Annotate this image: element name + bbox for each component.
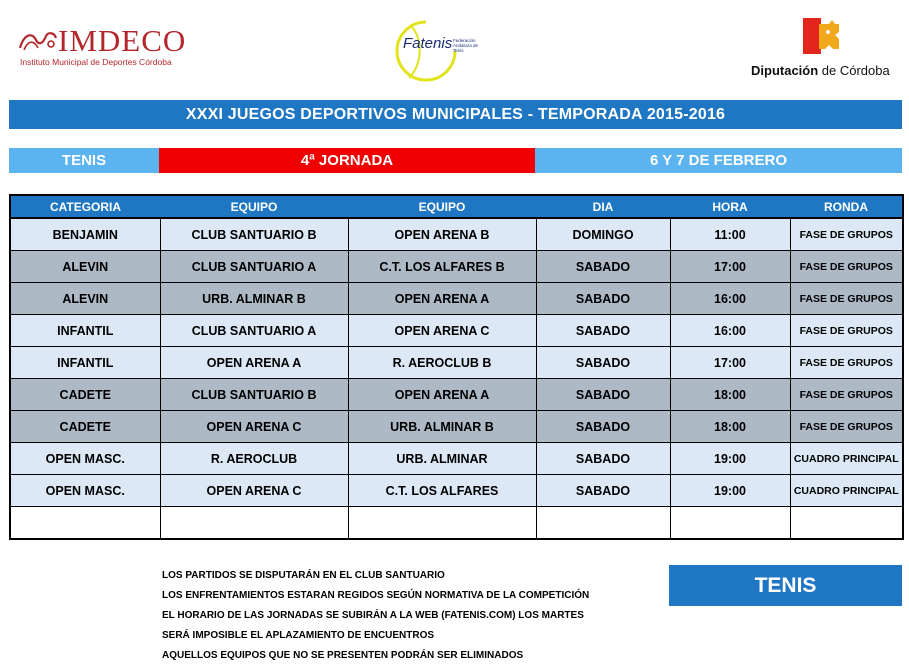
cell-categoria: CADETE	[10, 411, 160, 443]
jornada-label: 4ª JORNADA	[159, 148, 535, 173]
table-row	[10, 379, 903, 411]
cell-hora	[670, 507, 790, 540]
cell-equipo-visitante: URB. ALMINAR B	[348, 411, 536, 443]
table-header-row	[10, 195, 903, 218]
cell-categoria: ALEVIN	[10, 283, 160, 315]
header-dia: DIA	[536, 195, 670, 218]
cell-equipo-local: OPEN ARENA A	[160, 347, 348, 379]
table-row	[10, 315, 903, 347]
cell-ronda: FASE DE GRUPOS	[790, 379, 903, 411]
cell-dia: SABADO	[536, 411, 670, 443]
cell-dia: SABADO	[536, 283, 670, 315]
sport-label: TENIS	[9, 148, 159, 173]
notes-list	[162, 569, 662, 669]
cell-categoria: BENJAMIN	[10, 218, 160, 251]
note-item: LOS PARTIDOS SE DISPUTARÁN EN EL CLUB SANTUARIO	[162, 570, 445, 581]
table-row	[10, 475, 903, 507]
cell-hora: 18:00	[670, 379, 790, 411]
cell-hora: 17:00	[670, 251, 790, 283]
cell-ronda: FASE DE GRUPOS	[790, 315, 903, 347]
cell-ronda: CUADRO PRINCIPAL	[790, 475, 903, 507]
cell-hora: 18:00	[670, 411, 790, 443]
header-equipo-visitante: EQUIPO	[348, 195, 536, 218]
cell-hora: 16:00	[670, 283, 790, 315]
note-item: SERÁ IMPOSIBLE EL APLAZAMIENTO DE ENCUENTROS	[162, 630, 435, 641]
diputacion-emblem-icon	[803, 18, 843, 58]
imdeco-name: IMDECO	[58, 23, 187, 58]
cell-equipo-visitante: URB. ALMINAR	[348, 443, 536, 475]
cell-ronda	[790, 507, 903, 540]
fatenis-name: Fatenis	[403, 35, 453, 52]
table-row	[10, 347, 903, 379]
diputacion-name: Diputación de Córdoba	[751, 63, 890, 78]
schedule-table	[9, 194, 904, 540]
cell-dia: SABADO	[536, 251, 670, 283]
cell-categoria: CADETE	[10, 379, 160, 411]
cell-dia: SABADO	[536, 379, 670, 411]
cell-dia: SABADO	[536, 443, 670, 475]
cell-categoria: ALEVIN	[10, 251, 160, 283]
cell-equipo-visitante: OPEN ARENA B	[348, 218, 536, 251]
cell-categoria	[10, 507, 160, 540]
cell-hora: 17:00	[670, 347, 790, 379]
diputacion-logo	[745, 16, 905, 80]
cell-ronda: FASE DE GRUPOS	[790, 283, 903, 315]
cell-ronda: FASE DE GRUPOS	[790, 347, 903, 379]
note-item: AQUELLOS EQUIPOS QUE NO SE PRESENTEN PODRÁN SER ELIMINADOS	[162, 650, 524, 661]
cell-equipo-local: R. AEROCLUB	[160, 443, 348, 475]
cell-ronda: FASE DE GRUPOS	[790, 411, 903, 443]
dates-label: 6 Y 7 DE FEBRERO	[535, 148, 902, 173]
cell-equipo-visitante: C.T. LOS ALFARES B	[348, 251, 536, 283]
header-categoria: CATEGORIA	[10, 195, 160, 218]
cell-equipo-visitante	[348, 507, 536, 540]
cell-equipo-visitante: C.T. LOS ALFARES	[348, 475, 536, 507]
cell-dia: SABADO	[536, 347, 670, 379]
cell-equipo-local: OPEN ARENA C	[160, 475, 348, 507]
header-ronda: RONDA	[790, 195, 903, 218]
cell-categoria: OPEN MASC.	[10, 475, 160, 507]
cell-equipo-local: CLUB SANTUARIO B	[160, 218, 348, 251]
table-row	[10, 507, 903, 540]
fatenis-logo	[393, 18, 503, 84]
table-row	[10, 283, 903, 315]
cell-categoria: INFANTIL	[10, 347, 160, 379]
imdeco-logo	[14, 23, 187, 68]
fatenis-small-text: Federación Andaluza de Tenis	[453, 38, 479, 53]
cell-equipo-local: URB. ALMINAR B	[160, 283, 348, 315]
cell-equipo-local	[160, 507, 348, 540]
table-row	[10, 411, 903, 443]
cell-equipo-visitante: OPEN ARENA C	[348, 315, 536, 347]
table-row	[10, 251, 903, 283]
cell-dia: SABADO	[536, 315, 670, 347]
note-item: EL HORARIO DE LAS JORNADAS SE SUBIRÁN A LA WEB (FATENIS.COM) LOS MARTES	[162, 610, 584, 621]
cell-categoria: INFANTIL	[10, 315, 160, 347]
cell-dia: DOMINGO	[536, 218, 670, 251]
cell-hora: 11:00	[670, 218, 790, 251]
cell-hora: 19:00	[670, 475, 790, 507]
imdeco-emblem-icon	[18, 30, 58, 52]
header-equipo-local: EQUIPO	[160, 195, 348, 218]
cell-dia: SABADO	[536, 475, 670, 507]
cell-equipo-local: CLUB SANTUARIO A	[160, 251, 348, 283]
cell-ronda: FASE DE GRUPOS	[790, 251, 903, 283]
cell-ronda: FASE DE GRUPOS	[790, 218, 903, 251]
cell-categoria: OPEN MASC.	[10, 443, 160, 475]
cell-equipo-visitante: OPEN ARENA A	[348, 283, 536, 315]
page-title: XXXI JUEGOS DEPORTIVOS MUNICIPALES - TEMPORADA 2015-2016	[9, 100, 902, 129]
cell-equipo-local: OPEN ARENA C	[160, 411, 348, 443]
info-bar	[9, 148, 902, 173]
table-row	[10, 443, 903, 475]
cell-hora: 19:00	[670, 443, 790, 475]
cell-equipo-local: CLUB SANTUARIO B	[160, 379, 348, 411]
cell-equipo-visitante: OPEN ARENA A	[348, 379, 536, 411]
cell-ronda: CUADRO PRINCIPAL	[790, 443, 903, 475]
cell-hora: 16:00	[670, 315, 790, 347]
table-row	[10, 218, 903, 251]
header-hora: HORA	[670, 195, 790, 218]
cell-equipo-visitante: R. AEROCLUB B	[348, 347, 536, 379]
sport-box: TENIS	[669, 565, 902, 606]
imdeco-subtitle: Instituto Municipal de Deportes Córdoba	[20, 57, 172, 67]
cell-dia	[536, 507, 670, 540]
note-item: LOS ENFRENTAMIENTOS ESTARAN REGIDOS SEGÚN NORMATIVA DE LA COMPETICIÓN	[162, 590, 590, 601]
cell-equipo-local: CLUB SANTUARIO A	[160, 315, 348, 347]
